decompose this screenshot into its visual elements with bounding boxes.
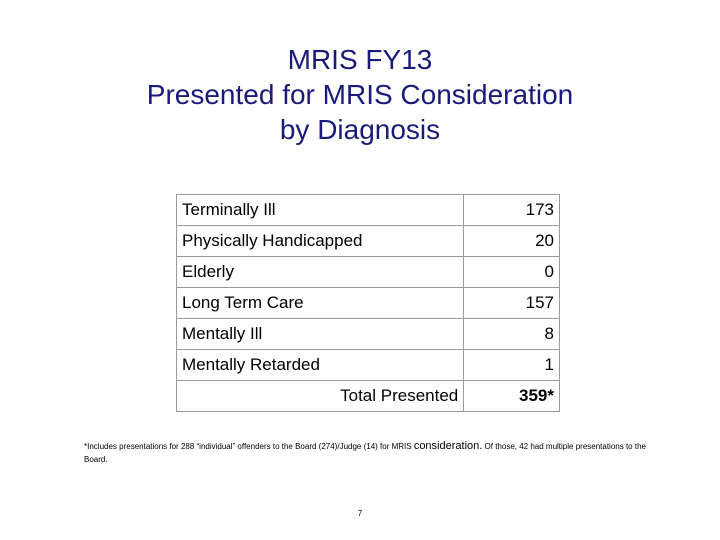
total-row (177, 381, 560, 412)
table-row (177, 288, 560, 319)
total-label: Total Presented (177, 381, 464, 412)
footnote-text-2: consideration. (413, 440, 483, 452)
title-line-2: Presented for MRIS Consideration (146, 79, 574, 110)
diagnosis-table (176, 194, 560, 412)
page-number: 7 (357, 509, 363, 518)
table-row (177, 319, 560, 350)
row-label: Terminally Ill (177, 195, 464, 226)
row-value: 0 (464, 257, 560, 288)
row-value: 173 (464, 195, 560, 226)
row-label: Mentally Ill (177, 319, 464, 350)
row-label: Elderly (177, 257, 464, 288)
table-row (177, 257, 560, 288)
row-label: Physically Handicapped (177, 226, 464, 257)
slide-title (0, 42, 720, 147)
title-line-1: MRIS FY13 (287, 44, 433, 75)
title-line-3: by Diagnosis (279, 114, 441, 145)
row-value: 157 (464, 288, 560, 319)
table-row (177, 350, 560, 381)
footnote-text-3: Of those, 42 had multiple presentations to the Board. (84, 442, 646, 464)
total-value: 359* (464, 381, 560, 412)
table-row (177, 226, 560, 257)
row-label: Mentally Retarded (177, 350, 464, 381)
footnote (84, 440, 664, 466)
row-value: 8 (464, 319, 560, 350)
row-label: Long Term Care (177, 288, 464, 319)
table-row (177, 195, 560, 226)
row-value: 20 (464, 226, 560, 257)
footnote-text-1: *Includes presentations for 288 “individual” offenders to the Board (274)/Judge (14) for MRIS (84, 442, 414, 451)
row-value: 1 (464, 350, 560, 381)
